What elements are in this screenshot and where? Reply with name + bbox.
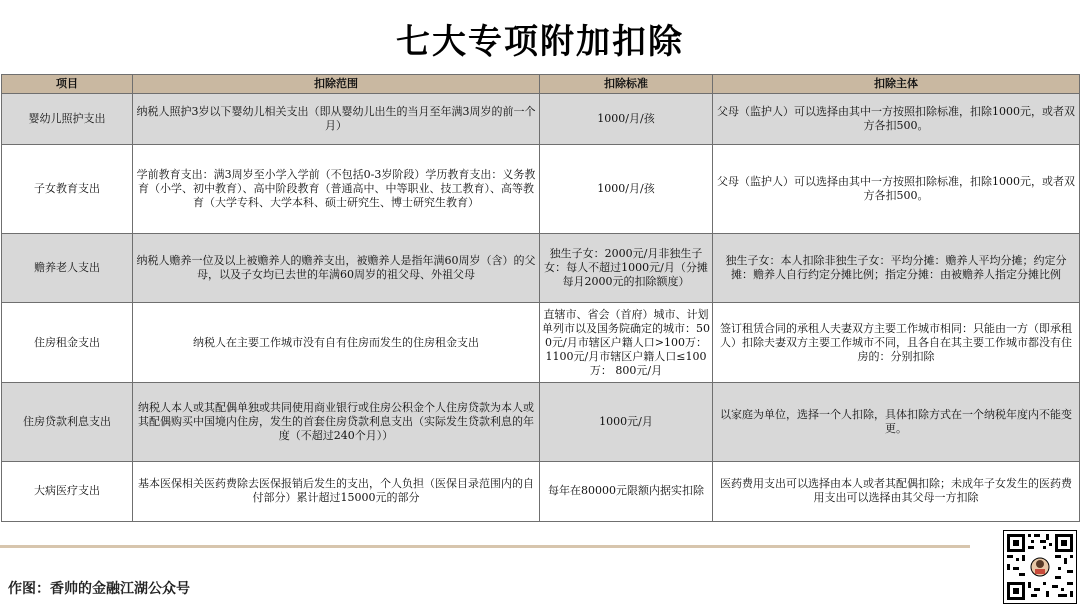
row-subject: 父母（监护人）可以选择由其中一方按照扣除标准，扣除1000元，或者双方各扣500。 [713,94,1080,145]
row-scope: 纳税人照护3岁以下婴幼儿相关支出（即从婴幼儿出生的当月至年满3周岁的前一个月） [133,94,540,145]
author-credit: 作图：香帅的金融江湖公众号 [8,581,190,597]
table-row [2,94,1080,145]
row-standard: 1000元/月 [540,382,713,461]
table-row [2,145,1080,234]
row-item: 赡养老人支出 [2,234,133,303]
deduction-table [1,74,1080,522]
row-scope: 纳税人在主要工作城市没有自有住房而发生的住房租金支出 [133,303,540,382]
row-scope: 纳税人赡养一位及以上被赡养人的赡养支出，被赡养人是指年满60周岁（含）的父母，以及子女均已去世的年满60周岁的祖父母、外祖父母 [133,234,540,303]
row-item: 住房租金支出 [2,303,133,382]
table-row [2,461,1080,521]
header-standard: 扣除标准 [540,75,713,94]
row-item: 子女教育支出 [2,145,133,234]
row-standard: 直辖市、省会（首府）城市、计划单列市以及国务院确定的城市：500元/月市辖区户籍人口>100万：1100元/月市辖区户籍人口≤100万： 800元/月 [540,303,713,382]
row-item: 大病医疗支出 [2,461,133,521]
row-scope: 基本医保相关医药费除去医保报销后发生的支出，个人负担（医保目录范围内的自付部分）累计超过15000元的部分 [133,461,540,521]
row-standard: 每年在80000元限额内据实扣除 [540,461,713,521]
row-scope: 纳税人本人或其配偶单独或共同使用商业银行或住房公积金个人住房贷款为本人或其配偶购买中国境内住房，发生的首套住房贷款利息支出（实际发生贷款利息的年度（不超过240个月）） [133,382,540,461]
row-scope: 学前教育支出：满3周岁至小学入学前（不包括0-3岁阶段）学历教育支出：义务教育（小学、初中教育）、高中阶段教育（普通高中、中等职业、技工教育）、高等教育（大学专科、大学本科、硕士研究生、博士研究生教育） [133,145,540,234]
footer-divider [0,545,970,548]
table-row [2,382,1080,461]
row-subject: 独生子女：本人扣除非独生子女：平均分摊：赡养人平均分摊；约定分摊：赡养人自行约定分摊比例；指定分摊：由被赡养人指定分摊比例 [713,234,1080,303]
header-item: 项目 [2,75,133,94]
row-subject: 父母（监护人）可以选择由其中一方按照扣除标准，扣除1000元，或者双方各扣500。 [713,145,1080,234]
row-standard: 独生子女：2000元/月非独生子女：每人不超过1000元/月（分摊每月2000元的扣除额度） [540,234,713,303]
row-subject: 以家庭为单位，选择一个人扣除，具体扣除方式在一个纳税年度内不能变更。 [713,382,1080,461]
row-item: 住房贷款利息支出 [2,382,133,461]
row-standard: 1000/月/孩 [540,145,713,234]
row-item: 婴幼儿照护支出 [2,94,133,145]
row-subject: 签订租赁合同的承租人夫妻双方主要工作城市相同：只能由一方（即承租人）扣除夫妻双方主要工作城市不同，且各自在其主要工作城市都没有住房的：分别扣除 [713,303,1080,382]
page-title: 七大专项附加扣除 [396,22,684,62]
header-scope: 扣除范围 [133,75,540,94]
qr-code-icon [1003,530,1077,604]
row-standard: 1000/月/孩 [540,94,713,145]
header-subject: 扣除主体 [713,75,1080,94]
table-row [2,234,1080,303]
table-row [2,303,1080,382]
row-subject: 医药费用支出可以选择由本人或者其配偶扣除；未成年子女发生的医药费用支出可以选择由其父母一方扣除 [713,461,1080,521]
table-header-row [2,75,1080,94]
